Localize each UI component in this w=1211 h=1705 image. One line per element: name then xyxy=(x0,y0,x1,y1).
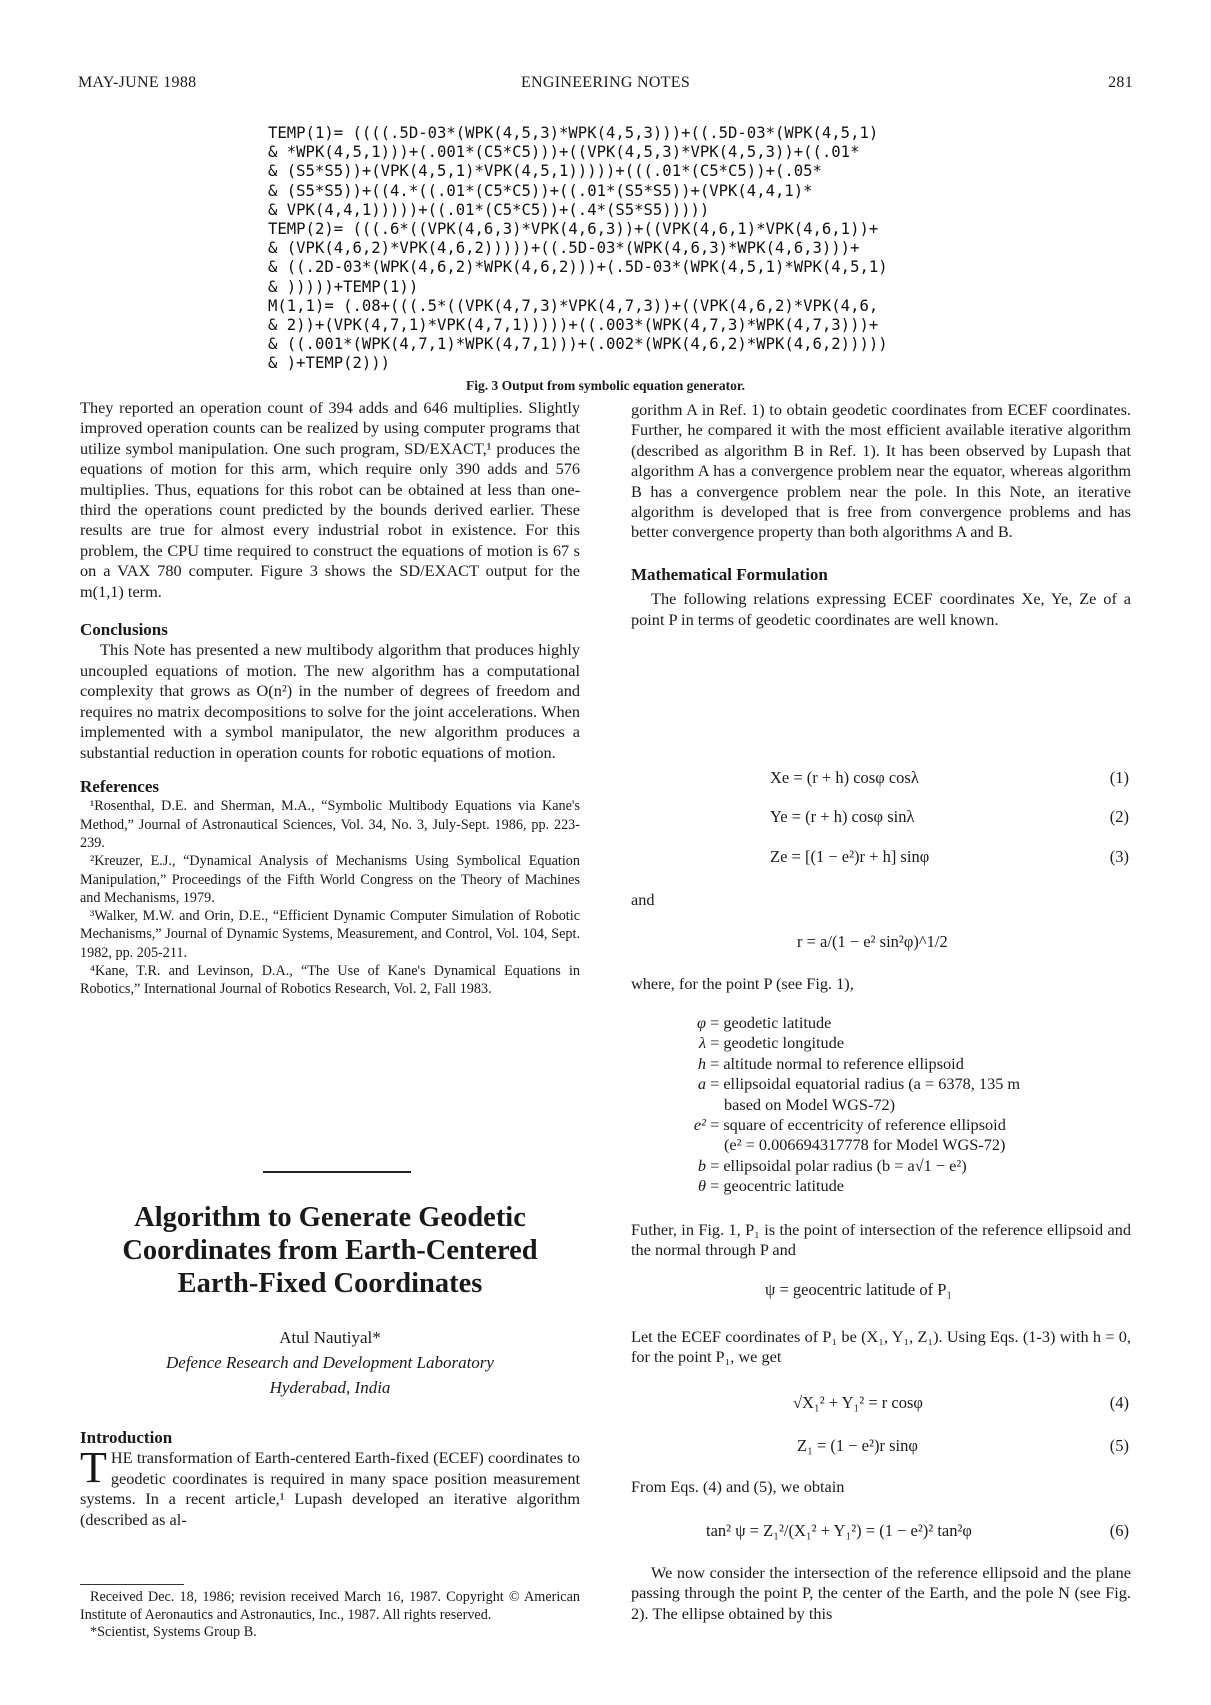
body-text: where, for the point P (see Fig. 1), xyxy=(631,974,854,993)
body-paragraph: They reported an operation count of 394 adds and 646 multiplies. Slightly improved operation counts can be realized by using computer programs that utilize symbol manipulation. One such program, SD/EXACT,¹ produces the equations of motion for this arm, which require only 390 adds and 576 multiplies. Thus, equations for this robot can be obtained at less than one-third the operations count predicted by the bounds derived earlier. These results are true for almost every industrial robot in existence. For this problem, the CPU time required to construct the equations of motion is 67 s on a VAX 780 computer. Figure 3 shows the SD/EXACT output for the m(1,1) term. xyxy=(80,398,580,601)
definition-row: (e² = 0.006694317778 for Model WGS-72) xyxy=(724,1135,1006,1155)
footnotes xyxy=(80,1584,580,1642)
divider xyxy=(263,1171,411,1173)
footnote: *Scientist, Systems Group B. xyxy=(90,1624,257,1640)
affiliation: Defence Research and Development Laboratory xyxy=(166,1353,494,1372)
body-paragraph: gorithm A in Ref. 1) to obtain geodetic coordinates from ECEF coordinates. Further, he compared it with the most efficient available iterative algorithm (described as algorithm B in Ref. 1). It has been observed by Lupash that algorithm A has a convergence problem near the equator, whereas algorithm B has a convergence problem near the pole. In this Note, an iterative algorithm is developed that is free from convergence problems and has better convergence property than both algorithms A and B. xyxy=(631,400,1131,542)
body-paragraph: The following relations expressing ECEF coordinates Xe, Ye, Ze of a point P in terms of geodetic coordinates are well known. xyxy=(631,589,1131,629)
body-paragraph xyxy=(80,1443,580,1530)
code-line: TEMP(1)= ((((.5D-03*(WPK(4,5,3)*WPK(4,5,3)))+((.5D-03*(WPK(4,5,1) xyxy=(268,124,879,142)
reference-item: ²Kreuzer, E.J., “Dynamical Analysis of Mechanisms Using Symbolical Equation Manipulation,” Proceedings of the Fifth World Congress on the Theory of Machines and Mechanisms, 1979. xyxy=(80,853,580,906)
section-heading: Introduction xyxy=(80,1428,173,1447)
code-line: & 2))+(VPK(4,7,1)*VPK(4,7,1)))))+((.003*(WPK(4,7,3)*WPK(4,7,3)))+ xyxy=(268,316,879,335)
running-date: MAY-JUNE 1988 xyxy=(78,74,197,91)
body-paragraph: Let the ECEF coordinates of P₁ be (X₁, Y₁, Z₁). Using Eqs. (1-3) with h = 0, for the point P₁, we get xyxy=(631,1327,1131,1367)
figure-caption: Fig. 3 Output from symbolic equation generator. xyxy=(466,378,745,393)
footnote: Received Dec. 18, 1986; revision received March 16, 1987. Copyright © American Institute of Aeronautics and Astronautics, Inc., 1987. All rights reserved. xyxy=(80,1589,580,1623)
code-line: & )+TEMP(2))) xyxy=(268,354,391,373)
code-line: & (S5*S5))+(VPK(4,5,1)*VPK(4,5,1)))))+(((.01*(C5*C5))+(.05* xyxy=(268,162,822,181)
left-column xyxy=(80,398,580,999)
definition-row: φ = geodetic latitude xyxy=(696,1013,832,1032)
definition-row: θ = geocentric latitude xyxy=(698,1176,845,1196)
body-paragraph: Futher, in Fig. 1, P₁ is the point of intersection of the reference ellipsoid and the normal through P and xyxy=(631,1220,1131,1260)
equation-2: Ye = (r + h) cosφ sinλ xyxy=(770,807,915,826)
code-line: & ((.001*(WPK(4,7,1)*WPK(4,7,1)))+(.002*(WPK(4,6,2)*WPK(4,6,2))))) xyxy=(268,335,888,354)
code-listing xyxy=(268,124,888,374)
definition-row: based on Model WGS-72) xyxy=(724,1094,896,1114)
body-paragraph: This Note has presented a new multibody algorithm that produces highly uncoupled equations of motion. The new algorithm has a computational complexity that grows as O(n²) in the number of degrees of freedom and requires no matrix decompositions to solve for the joint accelerations. When implemented with a symbol manipulator, the new algorithm produces a substantial reduction in operation counts for robotic equations of motion. xyxy=(80,640,580,762)
reference-item: ³Walker, M.W. and Orin, D.E., “Efficient Dynamic Computer Simulation of Robotic Mechanisms,” Journal of Dynamic Systems, Measurement, and Control, Vol. 104, Sept. 1982, pp. 205-211. xyxy=(80,908,580,961)
intro-text: HE transformation of Earth-centered Earth-fixed (ECEF) coordinates to geodetic coordinates is required in many space position measurement systems. In a recent article,¹ Lupash developed an iterative algorithm (described as al- xyxy=(80,1448,580,1529)
equation-1: Xe = (r + h) cosφ cosλ xyxy=(770,768,919,787)
code-line: & ((.2D-03*(WPK(4,6,2)*WPK(4,6,2)))+(.5D-03*(WPK(4,5,1)*WPK(4,5,1) xyxy=(268,258,888,277)
code-line: & (S5*S5))+((4.*((.01*(C5*C5))+((.01*(S5*S5))+(VPK(4,4,1)* xyxy=(268,181,813,200)
article-title: Algorithm to Generate Geodetic Coordinates from Earth-Centered Earth-Fixed Coordinates xyxy=(122,1202,538,1299)
introduction xyxy=(80,1428,580,1530)
affiliation-city: Hyderabad, India xyxy=(269,1378,391,1397)
running-section: ENGINEERING NOTES xyxy=(520,74,691,91)
equation-number: (5) xyxy=(1109,1436,1129,1455)
code-line: & (VPK(4,6,2)*VPK(4,6,2)))))+((.5D-03*(WPK(4,6,3)*WPK(4,6,3)))+ xyxy=(268,239,860,258)
equation-number: (2) xyxy=(1109,807,1129,826)
page-number: 281 xyxy=(1108,74,1133,91)
definition-row: e² = square of eccentricity of reference ellipsoid xyxy=(693,1115,1006,1135)
definition-row: λ = geodetic longitude xyxy=(698,1033,845,1053)
equation-number: (4) xyxy=(1109,1393,1129,1412)
code-line: & )))))+TEMP(1)) xyxy=(268,277,419,296)
definition-row: a = ellipsoidal equatorial radius (a = 6378, 135 m xyxy=(697,1074,1021,1094)
equation-r: r = a/(1 − e² sin²φ)^1/2 xyxy=(797,932,948,951)
symbol-definitions xyxy=(670,1013,1020,1197)
body-paragraph: We now consider the intersection of the reference ellipsoid and the plane passing through the point P, the center of the Earth, and the pole N (see Fig. 2). The ellipse obtained by this xyxy=(631,1563,1131,1623)
reference-list xyxy=(80,797,580,998)
code-line: & VPK(4,4,1)))))+((.01*(C5*C5))+(.4*(S5*S5))))) xyxy=(268,200,710,219)
code-line: M(1,1)= (.08+(((.5*((VPK(4,7,3)*VPK(4,7,3))+((VPK(4,6,2)*VPK(4,6, xyxy=(268,296,879,315)
section-heading: Mathematical Formulation xyxy=(631,564,828,584)
footnote-rule xyxy=(80,1584,184,1585)
right-column-let xyxy=(631,1327,1131,1368)
equation-number: (1) xyxy=(1109,768,1129,787)
equation-psi: ψ = geocentric latitude of P₁ xyxy=(765,1280,953,1299)
code-line: & *WPK(4,5,1)))+(.001*(C5*C5)))+((VPK(4,5,3)*VPK(4,5,3))+((.01* xyxy=(268,143,860,162)
equation-3: Ze = [(1 − e²)r + h] sinφ xyxy=(770,847,930,866)
right-column-bottom xyxy=(631,1563,1131,1624)
code-line: TEMP(2)= (((.6*((VPK(4,6,3)*VPK(4,6,3))+((VPK(4,6,1)*VPK(4,6,1))+ xyxy=(268,220,879,239)
right-column-mid xyxy=(631,1220,1131,1261)
section-heading: References xyxy=(80,776,159,796)
conjunction: and xyxy=(631,890,655,909)
equation-6: tan² ψ = Z₁²/(X₁² + Y₁²) = (1 − e²)² tan²φ xyxy=(706,1521,972,1540)
drop-cap: T xyxy=(80,1443,107,1493)
reference-item: ¹Rosenthal, D.E. and Sherman, M.A., “Symbolic Multibody Equations via Kane's Method,” Journal of Astronautical Sciences, Vol. 34, No. 3, July-Sept. 1986, pp. 223-239. xyxy=(80,798,580,851)
equation-5: Z₁ = (1 − e²)r sinφ xyxy=(797,1436,918,1455)
equation-number: (6) xyxy=(1109,1521,1129,1540)
body-text: From Eqs. (4) and (5), we obtain xyxy=(631,1477,845,1496)
right-column-top xyxy=(631,400,1131,630)
reference-item: ⁴Kane, T.R. and Levinson, D.A., “The Use of Kane's Dynamical Equations in Robotics,” International Journal of Robotics Research, Vol. 2, Fall 1983. xyxy=(80,962,580,998)
equation-number: (3) xyxy=(1109,847,1129,866)
definition-row: h = altitude normal to reference ellipsoid xyxy=(697,1053,964,1073)
equation-4: √X₁² + Y₁² = r cosφ xyxy=(793,1393,923,1412)
section-heading: Conclusions xyxy=(80,620,168,640)
author-name: Atul Nautiyal* xyxy=(279,1328,381,1347)
author-block xyxy=(80,1325,580,1400)
definition-row: b = ellipsoidal polar radius (b = a√1 − e²) xyxy=(697,1155,967,1175)
